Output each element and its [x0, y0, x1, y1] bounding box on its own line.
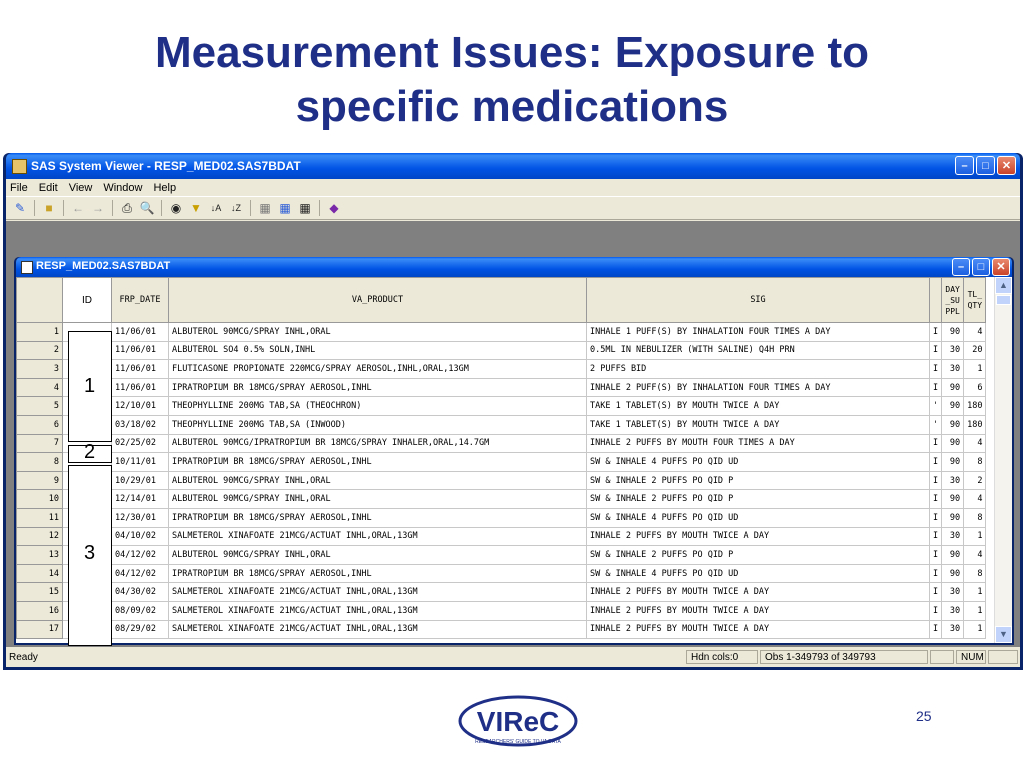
- column-header-tl-qty[interactable]: TL_ QTY: [964, 278, 986, 323]
- cell-tl-qty[interactable]: 8: [964, 508, 986, 527]
- cell-tl-qty[interactable]: 20: [964, 341, 986, 360]
- cell-tl-qty[interactable]: 1: [964, 583, 986, 602]
- cell-day-supply[interactable]: 30: [942, 471, 964, 490]
- cell-va-product[interactable]: ALBUTEROL 90MCG/SPRAY INHL,ORAL: [169, 471, 587, 490]
- patient-group-label-1: 1: [84, 375, 96, 397]
- cell-sig[interactable]: TAKE 1 TABLET(S) BY MOUTH TWICE A DAY: [587, 397, 930, 416]
- cell-va-product[interactable]: ALBUTEROL 90MCG/IPRATROPIUM BR 18MCG/SPRAY INHALER,ORAL,14.7GM: [169, 434, 587, 453]
- cell-sig[interactable]: INHALE 2 PUFF(S) BY INHALATION FOUR TIMES A DAY: [587, 378, 930, 397]
- menu-bar: [6, 179, 1020, 196]
- row-number[interactable]: 11: [17, 508, 63, 527]
- status-bar: [6, 647, 1020, 667]
- menu-window[interactable]: Window: [103, 181, 143, 194]
- child-close-button[interactable]: ✕: [992, 258, 1010, 276]
- cell-frp-date[interactable]: 03/18/02: [112, 415, 169, 434]
- cell-day-supply[interactable]: 90: [942, 453, 964, 472]
- row-number[interactable]: 14: [17, 564, 63, 583]
- menu-edit[interactable]: Edit: [38, 181, 58, 194]
- cell-tl-qty[interactable]: 1: [964, 360, 986, 379]
- data-grid-container[interactable]: [16, 277, 1012, 643]
- cell-frp-date[interactable]: 11/06/01: [112, 323, 169, 342]
- cell-va-product[interactable]: IPRATROPIUM BR 18MCG/SPRAY AEROSOL,INHL: [169, 564, 587, 583]
- toolbar: [6, 196, 1020, 220]
- cell-tl-qty[interactable]: 4: [964, 323, 986, 342]
- column-header-day-supply[interactable]: DAY _SU PPL: [942, 278, 964, 323]
- toolbar-separator: [250, 200, 251, 216]
- row-number[interactable]: 15: [17, 583, 63, 602]
- table-row[interactable]: [17, 378, 986, 397]
- window-titlebar[interactable]: [6, 153, 1020, 179]
- status-observations: Obs 1-349793 of 349793: [760, 650, 928, 664]
- row-number[interactable]: 12: [17, 527, 63, 546]
- cell-sig[interactable]: TAKE 1 TABLET(S) BY MOUTH TWICE A DAY: [587, 415, 930, 434]
- cell-day-supply[interactable]: 90: [942, 490, 964, 509]
- svg-text:VIReC: VIReC: [476, 706, 560, 737]
- cell-sig[interactable]: INHALE 2 PUFFS BY MOUTH TWICE A DAY: [587, 601, 930, 620]
- dataset-window-titlebar[interactable]: [16, 257, 1012, 277]
- cell-frp-date[interactable]: 11/06/01: [112, 360, 169, 379]
- toolbar-separator: [161, 200, 162, 216]
- cell-day-supply[interactable]: 90: [942, 415, 964, 434]
- cell-hidden-flag[interactable]: I: [930, 341, 942, 360]
- vertical-scrollbar[interactable]: [994, 277, 1012, 643]
- cell-hidden-flag[interactable]: I: [930, 601, 942, 620]
- table-row[interactable]: [17, 601, 986, 620]
- sort-descending-icon[interactable]: ↓Z: [231, 203, 241, 213]
- toolbar-separator: [319, 200, 320, 216]
- cell-day-supply[interactable]: 90: [942, 323, 964, 342]
- find-icon[interactable]: ◉: [170, 201, 182, 215]
- cell-sig[interactable]: SW & INHALE 4 PUFFS PO QID UD: [587, 564, 930, 583]
- cell-va-product[interactable]: FLUTICASONE PROPIONATE 220MCG/SPRAY AEROSOL,INHL,ORAL,13GM: [169, 360, 587, 379]
- row-number[interactable]: 16: [17, 601, 63, 620]
- toolbar-separator: [112, 200, 113, 216]
- toolbar-separator: [63, 200, 64, 216]
- window-client: [6, 179, 1020, 667]
- cell-hidden-flag[interactable]: I: [930, 508, 942, 527]
- page-number: 25: [916, 708, 932, 724]
- slide-title-line-2: specific medications: [295, 82, 729, 131]
- svg-text:RESEARCHERS' GUIDE TO VA DATA: RESEARCHERS' GUIDE TO VA DATA: [475, 739, 561, 745]
- virec-logo: [455, 694, 581, 750]
- cell-sig[interactable]: INHALE 1 PUFF(S) BY INHALATION FOUR TIMES A DAY: [587, 323, 930, 342]
- table-row[interactable]: [17, 620, 986, 639]
- cell-hidden-flag[interactable]: I: [930, 490, 942, 509]
- row-number[interactable]: 4: [17, 378, 63, 397]
- cell-frp-date[interactable]: 12/14/01: [112, 490, 169, 509]
- minimize-button[interactable]: –: [955, 156, 974, 175]
- status-empty-panel: [930, 650, 954, 664]
- view-form-icon[interactable]: ▦: [259, 201, 271, 215]
- row-number[interactable]: 10: [17, 490, 63, 509]
- table-row[interactable]: [17, 341, 986, 360]
- sas-app-icon: [12, 159, 27, 174]
- cell-va-product[interactable]: ALBUTEROL SO4 0.5% SOLN,INHL: [169, 341, 587, 360]
- cell-day-supply[interactable]: 30: [942, 601, 964, 620]
- maximize-button[interactable]: □: [976, 156, 995, 175]
- cell-va-product[interactable]: ALBUTEROL 90MCG/SPRAY INHL,ORAL: [169, 490, 587, 509]
- status-hidden-columns: Hdn cols:0: [686, 650, 758, 664]
- filter-icon[interactable]: ▼: [190, 201, 202, 215]
- row-number[interactable]: 7: [17, 434, 63, 453]
- cell-tl-qty[interactable]: 4: [964, 490, 986, 509]
- scroll-up-button[interactable]: ▲: [995, 277, 1012, 294]
- cell-va-product[interactable]: IPRATROPIUM BR 18MCG/SPRAY AEROSOL,INHL: [169, 378, 587, 397]
- view-columns-icon[interactable]: ▦: [299, 201, 311, 215]
- row-number[interactable]: 6: [17, 415, 63, 434]
- cell-hidden-flag[interactable]: I: [930, 378, 942, 397]
- cell-tl-qty[interactable]: 180: [964, 415, 986, 434]
- cell-frp-date[interactable]: 11/06/01: [112, 341, 169, 360]
- table-row[interactable]: [17, 453, 986, 472]
- row-number[interactable]: 3: [17, 360, 63, 379]
- cell-frp-date[interactable]: 04/10/02: [112, 527, 169, 546]
- cell-sig[interactable]: INHALE 2 PUFFS BY MOUTH FOUR TIMES A DAY: [587, 434, 930, 453]
- cell-va-product[interactable]: SALMETEROL XINAFOATE 21MCG/ACTUAT INHL,ORAL,13GM: [169, 620, 587, 639]
- status-ready: Ready: [9, 651, 38, 663]
- scroll-thumb[interactable]: [996, 295, 1011, 305]
- cell-day-supply[interactable]: 30: [942, 341, 964, 360]
- cell-va-product[interactable]: ALBUTEROL 90MCG/SPRAY INHL,ORAL: [169, 546, 587, 565]
- table-row[interactable]: [17, 508, 986, 527]
- column-header-hidden[interactable]: [930, 278, 942, 323]
- cell-frp-date[interactable]: 04/12/02: [112, 546, 169, 565]
- row-number[interactable]: 9: [17, 471, 63, 490]
- cell-day-supply[interactable]: 90: [942, 564, 964, 583]
- cell-hidden-flag[interactable]: ': [930, 397, 942, 416]
- cell-hidden-flag[interactable]: I: [930, 546, 942, 565]
- grid-header-row: [17, 278, 986, 323]
- forward-icon[interactable]: →: [92, 201, 104, 215]
- sort-ascending-icon[interactable]: ↓A: [210, 203, 222, 213]
- table-row[interactable]: [17, 471, 986, 490]
- table-row[interactable]: [17, 323, 986, 342]
- dataset-window-title: RESP_MED02.SAS7BDAT: [36, 260, 171, 272]
- cell-day-supply[interactable]: 90: [942, 378, 964, 397]
- cell-va-product[interactable]: SALMETEROL XINAFOATE 21MCG/ACTUAT INHL,ORAL,13GM: [169, 583, 587, 602]
- cell-day-supply[interactable]: 30: [942, 620, 964, 639]
- cell-hidden-flag[interactable]: I: [930, 471, 942, 490]
- cell-frp-date[interactable]: 10/29/01: [112, 471, 169, 490]
- cell-hidden-flag[interactable]: I: [930, 453, 942, 472]
- cell-day-supply[interactable]: 90: [942, 397, 964, 416]
- row-number[interactable]: 2: [17, 341, 63, 360]
- child-maximize-button[interactable]: □: [972, 258, 990, 276]
- cell-frp-date[interactable]: 04/12/02: [112, 564, 169, 583]
- mdi-area: [6, 221, 1020, 647]
- cell-tl-qty[interactable]: 2: [964, 471, 986, 490]
- cell-tl-qty[interactable]: 1: [964, 601, 986, 620]
- cell-va-product[interactable]: IPRATROPIUM BR 18MCG/SPRAY AEROSOL,INHL: [169, 508, 587, 527]
- table-row[interactable]: [17, 397, 986, 416]
- cell-sig[interactable]: 0.5ML IN NEBULIZER (WITH SALINE) Q4H PRN: [587, 341, 930, 360]
- cell-va-product[interactable]: ALBUTEROL 90MCG/SPRAY INHL,ORAL: [169, 323, 587, 342]
- table-row[interactable]: [17, 564, 986, 583]
- properties-icon[interactable]: ◆: [329, 201, 339, 215]
- row-number[interactable]: 5: [17, 397, 63, 416]
- column-header-id[interactable]: ID: [63, 278, 112, 323]
- back-icon[interactable]: ←: [72, 201, 84, 215]
- cell-hidden-flag[interactable]: I: [930, 620, 942, 639]
- row-number[interactable]: 13: [17, 546, 63, 565]
- table-row[interactable]: [17, 360, 986, 379]
- menu-file[interactable]: File: [10, 181, 28, 194]
- cell-hidden-flag[interactable]: ': [930, 415, 942, 434]
- cell-day-supply[interactable]: 30: [942, 583, 964, 602]
- cell-frp-date[interactable]: 10/11/01: [112, 453, 169, 472]
- print-preview-icon[interactable]: 🔍: [139, 201, 155, 215]
- cell-hidden-flag[interactable]: I: [930, 360, 942, 379]
- cell-va-product[interactable]: THEOPHYLLINE 200MG TAB,SA (INWOOD): [169, 415, 587, 434]
- cell-tl-qty[interactable]: 4: [964, 546, 986, 565]
- sas-viewer-window: [3, 153, 1023, 670]
- cell-va-product[interactable]: SALMETEROL XINAFOATE 21MCG/ACTUAT INHL,ORAL,13GM: [169, 601, 587, 620]
- column-header-frp-date[interactable]: FRP_DATE: [112, 278, 169, 323]
- table-row[interactable]: [17, 583, 986, 602]
- cell-hidden-flag[interactable]: I: [930, 527, 942, 546]
- cell-day-supply[interactable]: 90: [942, 546, 964, 565]
- cell-tl-qty[interactable]: 1: [964, 527, 986, 546]
- cell-day-supply[interactable]: 90: [942, 508, 964, 527]
- view-table-icon[interactable]: ▦: [279, 201, 291, 215]
- cell-tl-qty[interactable]: 8: [964, 453, 986, 472]
- row-number[interactable]: 17: [17, 620, 63, 639]
- folder-icon[interactable]: ■: [45, 201, 53, 215]
- cell-sig[interactable]: SW & INHALE 4 PUFFS PO QID UD: [587, 453, 930, 472]
- child-minimize-button[interactable]: –: [952, 258, 970, 276]
- cell-sig[interactable]: INHALE 2 PUFFS BY MOUTH TWICE A DAY: [587, 583, 930, 602]
- row-number-header[interactable]: [17, 278, 63, 323]
- cell-va-product[interactable]: IPRATROPIUM BR 18MCG/SPRAY AEROSOL,INHL: [169, 453, 587, 472]
- slide-title-line-1: Measurement Issues: Exposure to: [154, 28, 869, 77]
- patient-group-label-3: 3: [84, 542, 96, 564]
- dataset-window: [14, 257, 1014, 645]
- cell-frp-date[interactable]: 08/09/02: [112, 601, 169, 620]
- row-number[interactable]: 8: [17, 453, 63, 472]
- cell-hidden-flag[interactable]: I: [930, 434, 942, 453]
- open-icon[interactable]: ✎: [14, 201, 26, 215]
- table-row[interactable]: [17, 527, 986, 546]
- column-header-va-product[interactable]: VA_PRODUCT: [169, 278, 587, 323]
- patient-group-label-2: 2: [84, 441, 96, 463]
- cell-tl-qty[interactable]: 8: [964, 564, 986, 583]
- scroll-down-button[interactable]: ▼: [995, 626, 1012, 643]
- cell-frp-date[interactable]: 12/30/01: [112, 508, 169, 527]
- cell-va-product[interactable]: THEOPHYLLINE 200MG TAB,SA (THEOCHRON): [169, 397, 587, 416]
- cell-tl-qty[interactable]: 180: [964, 397, 986, 416]
- cell-sig[interactable]: SW & INHALE 2 PUFFS PO QID P: [587, 546, 930, 565]
- table-row[interactable]: [17, 490, 986, 509]
- row-number[interactable]: 1: [17, 323, 63, 342]
- toolbar-separator: [34, 200, 35, 216]
- cell-hidden-flag[interactable]: I: [930, 323, 942, 342]
- cell-tl-qty[interactable]: 6: [964, 378, 986, 397]
- print-icon[interactable]: ⎙: [122, 201, 132, 215]
- cell-day-supply[interactable]: 30: [942, 360, 964, 379]
- cell-frp-date[interactable]: 08/29/02: [112, 620, 169, 639]
- slide-title: [0, 26, 1024, 134]
- column-header-sig[interactable]: SIG: [587, 278, 930, 323]
- cell-va-product[interactable]: SALMETEROL XINAFOATE 21MCG/ACTUAT INHL,ORAL,13GM: [169, 527, 587, 546]
- cell-frp-date[interactable]: 11/06/01: [112, 378, 169, 397]
- cell-sig[interactable]: 2 PUFFS BID: [587, 360, 930, 379]
- table-row[interactable]: [17, 546, 986, 565]
- table-row[interactable]: [17, 415, 986, 434]
- dataset-icon: [21, 261, 33, 274]
- cell-sig[interactable]: SW & INHALE 2 PUFFS PO QID P: [587, 490, 930, 509]
- menu-view[interactable]: View: [68, 181, 93, 194]
- cell-sig[interactable]: INHALE 2 PUFFS BY MOUTH TWICE A DAY: [587, 527, 930, 546]
- cell-tl-qty[interactable]: 4: [964, 434, 986, 453]
- cell-frp-date[interactable]: 04/30/02: [112, 583, 169, 602]
- cell-sig[interactable]: SW & INHALE 2 PUFFS PO QID P: [587, 471, 930, 490]
- window-title: SAS System Viewer - RESP_MED02.SAS7BDAT: [31, 159, 301, 173]
- cell-hidden-flag[interactable]: I: [930, 564, 942, 583]
- data-grid: [16, 277, 986, 639]
- cell-tl-qty[interactable]: 1: [964, 620, 986, 639]
- cell-day-supply[interactable]: 30: [942, 527, 964, 546]
- cell-frp-date[interactable]: 02/25/02: [112, 434, 169, 453]
- cell-day-supply[interactable]: 90: [942, 434, 964, 453]
- table-row[interactable]: [17, 434, 986, 453]
- cell-hidden-flag[interactable]: I: [930, 583, 942, 602]
- status-num-lock: NUM: [956, 650, 986, 664]
- cell-sig[interactable]: SW & INHALE 4 PUFFS PO QID UD: [587, 508, 930, 527]
- menu-help[interactable]: Help: [153, 181, 177, 194]
- status-empty-panel: [988, 650, 1018, 664]
- cell-sig[interactable]: INHALE 2 PUFFS BY MOUTH TWICE A DAY: [587, 620, 930, 639]
- close-button[interactable]: ✕: [997, 156, 1016, 175]
- cell-frp-date[interactable]: 12/10/01: [112, 397, 169, 416]
